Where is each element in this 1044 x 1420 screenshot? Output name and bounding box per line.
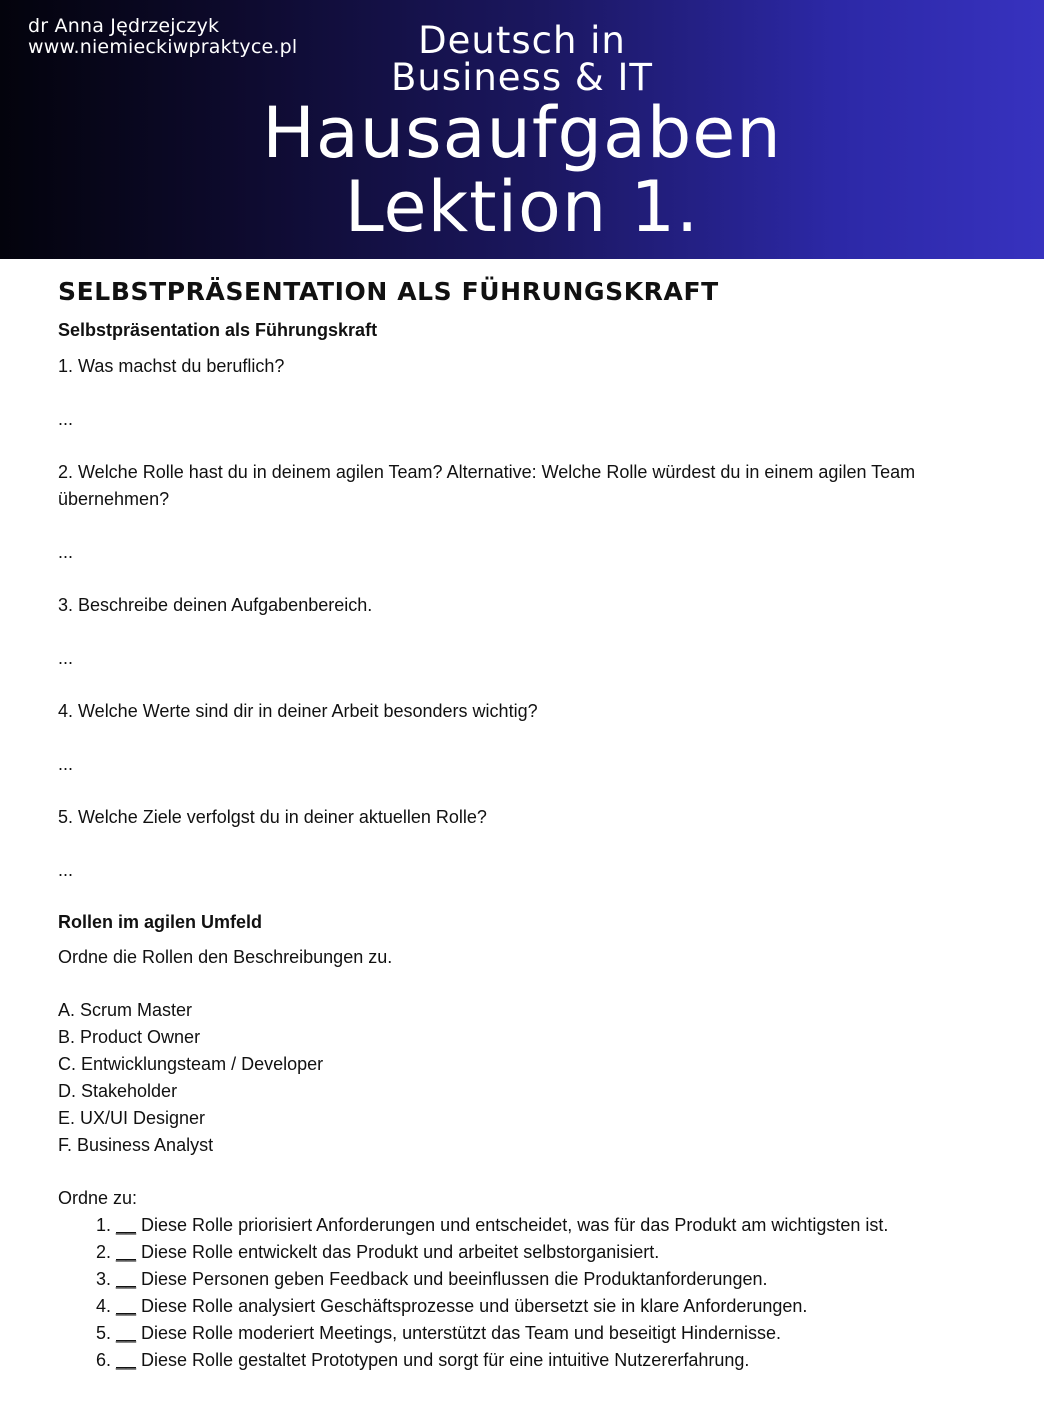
matching-item xyxy=(116,1320,998,1347)
matching-item xyxy=(116,1239,998,1266)
role-item: E. UX/UI Designer xyxy=(58,1108,206,1128)
answer-placeholder-4: ... xyxy=(58,754,74,774)
matching-description: Diese Rolle entwickelt das Produkt und arbeitet selbstorganisiert. xyxy=(136,1242,660,1262)
worksheet-content xyxy=(58,275,998,1374)
course-title xyxy=(0,19,1044,99)
question-3: 3. Beschreibe deinen Aufgabenbereich. xyxy=(58,595,373,615)
course-line-1: Deutsch in xyxy=(418,19,626,62)
matching-item xyxy=(116,1347,998,1374)
answer-blank[interactable]: __ xyxy=(116,1350,137,1370)
matching-description: Diese Personen geben Feedback und beeinflussen die Produktanforderungen. xyxy=(136,1269,768,1289)
role-item: C. Entwicklungsteam / Developer xyxy=(58,1054,324,1074)
main-heading: SELBSTPRÄSENTATION ALS FÜHRUNGSKRAFT xyxy=(58,277,719,306)
answer-placeholder-2: ... xyxy=(58,542,74,562)
answer-blank[interactable]: __ xyxy=(116,1269,137,1289)
section-2-title: Rollen im agilen Umfeld xyxy=(58,912,263,932)
matching-description: Diese Rolle priorisiert Anforderungen und entscheidet, was für das Produkt am wichtigsten ist. xyxy=(136,1215,889,1235)
matching-description: Diese Rolle moderiert Meetings, unterstützt das Team und beseitigt Hindernisse. xyxy=(136,1323,782,1343)
answer-blank[interactable]: __ xyxy=(116,1242,137,1262)
matching-item xyxy=(116,1266,998,1293)
answer-blank[interactable]: __ xyxy=(116,1296,137,1316)
author-name: dr Anna Jędrzejczyk xyxy=(28,15,220,37)
page-title: Hausaufgaben xyxy=(262,92,782,174)
match-label: Ordne zu: xyxy=(58,1188,138,1208)
matching-item xyxy=(116,1212,998,1239)
header-banner xyxy=(0,0,1044,259)
section-2-instruction: Ordne die Rollen den Beschreibungen zu. xyxy=(58,947,393,967)
question-1: 1. Was machst du beruflich? xyxy=(58,356,285,376)
role-item: D. Stakeholder xyxy=(58,1081,178,1101)
question-5: 5. Welche Ziele verfolgst du in deiner aktuellen Rolle? xyxy=(58,807,487,827)
role-item: A. Scrum Master xyxy=(58,1000,193,1020)
author-website: www.niemieckiwpraktyce.pl xyxy=(28,36,298,58)
role-item: B. Product Owner xyxy=(58,1027,201,1047)
section-1-title: Selbstpräsentation als Führungskraft xyxy=(58,320,378,340)
answer-placeholder-1: ... xyxy=(58,409,74,429)
answer-blank[interactable]: __ xyxy=(116,1323,137,1343)
roles-list xyxy=(58,997,998,1159)
question-4: 4. Welche Werte sind dir in deiner Arbeit besonders wichtig? xyxy=(58,701,538,721)
hero-title xyxy=(0,92,1044,248)
role-item: F. Business Analyst xyxy=(58,1135,214,1155)
answer-blank[interactable]: __ xyxy=(116,1215,137,1235)
question-2: 2. Welche Rolle hast du in deinem agilen Team? Alternative: Welche Rolle würdest du in einem agilen Team übernehmen? xyxy=(58,462,916,509)
lesson-title: Lektion 1. xyxy=(344,166,700,248)
matching-list xyxy=(58,1212,998,1374)
answer-placeholder-3: ... xyxy=(58,648,74,668)
course-line-2: Business & IT xyxy=(390,56,654,99)
matching-description: Diese Rolle gestaltet Prototypen und sorgt für eine intuitive Nutzererfahrung. xyxy=(136,1350,750,1370)
matching-item xyxy=(116,1293,998,1320)
answer-placeholder-5: ... xyxy=(58,860,74,880)
matching-description: Diese Rolle analysiert Geschäftsprozesse und übersetzt sie in klare Anforderungen. xyxy=(136,1296,808,1316)
